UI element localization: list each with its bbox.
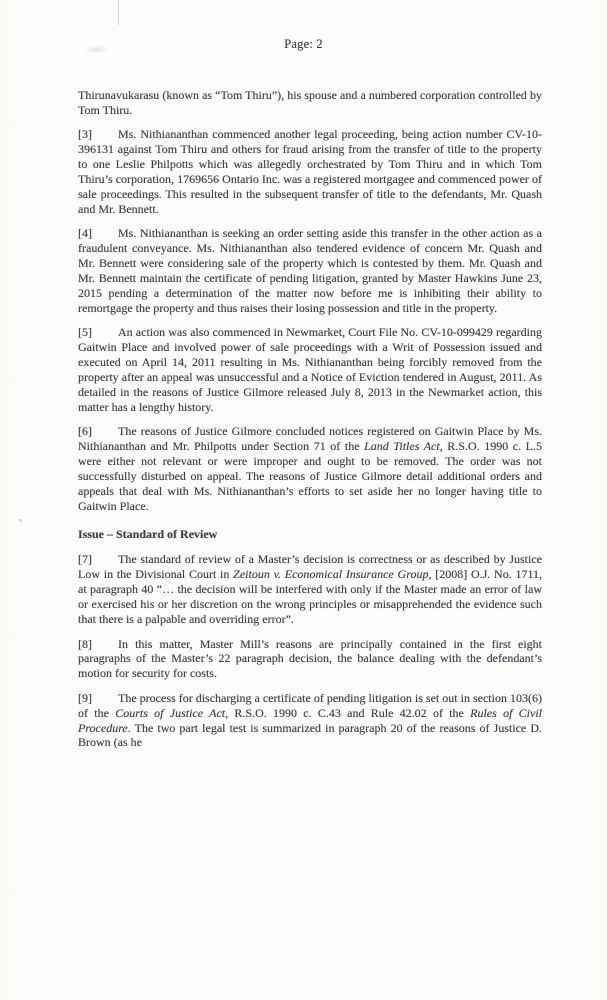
- paragraph-9: [78, 691, 542, 751]
- paragraph-text: An action was also commenced in Newmarket, Court File No. CV-10-099429 regarding Gaitwin Place and involved power of sale proceedings with a Writ of Possession issued and executed on April 14, 2011 resulting in Ms. Nithiananthan being forcibly removed from the property after an appeal was unsuccessful and a Notice of Eviction tendered in August, 2011. As detailed in the reasons of Justice Gilmore released July 8, 2013 in the Newmarket action, this matter has a lengthy history.: [78, 325, 542, 414]
- paragraph-number: [9]: [78, 690, 92, 705]
- paragraph-number: [6]: [78, 424, 92, 439]
- paragraph-number: [8]: [78, 636, 92, 651]
- continuation-paragraph: [78, 88, 542, 118]
- paragraph-6: [78, 424, 542, 513]
- paragraph-7: [78, 552, 542, 627]
- paragraph-5: [78, 325, 542, 414]
- scan-artifact-line: [118, 0, 119, 25]
- paragraph-text: Thirunavukarasu (known as “Tom Thiru”), his spouse and a numbered corporation controlled by Tom Thiru.: [78, 88, 542, 117]
- paragraph-number: [3]: [78, 127, 92, 142]
- paragraph-text: Ms. Nithiananthan commenced another legal proceeding, being action number CV-10-396131 against Tom Thiru and others for fraud arising from the transfer of title to the property to one Leslie Philpotts which was allegedly orchestrated by Tom Thiru and in which Tom Thiru’s corporation, 1769656 Ontario Inc. was a registered mortgagee and commenced power of sale proceedings. This resulted in the subsequent transfer of title to the defendants, Mr. Quash and Mr. Bennett.: [78, 127, 542, 216]
- paragraph-text: The reasons of Justice Gilmore concluded notices registered on Gaitwin Place by Ms. Nithiananthan and Mr. Philpotts under Section 71 of the Land Titles Act, R.S.O. 1990 c. L.5 were either not relevant or were improper and ought to be removed. The order was not successfully disturbed on appeal. The reasons of Justice Gilmore detail additional orders and appeals that deal with Ms. Nithiananthan’s efforts to set aside her no longer having title to Gaitwin Place.: [78, 424, 543, 513]
- section-heading-standard-of-review: Issue – Standard of Review: [78, 526, 218, 541]
- scan-artifact-speck: [19, 519, 22, 522]
- paragraph-3: [78, 127, 542, 216]
- paragraph-number: [4]: [78, 226, 92, 241]
- paragraph-8: [78, 637, 542, 682]
- paragraph-4: [78, 226, 542, 315]
- document-body: [78, 88, 542, 760]
- page-number-header: Page: 2: [284, 37, 323, 51]
- paragraph-text: The standard of review of a Master’s decision is correctness or as described by Justice Low in the Divisional Court in Zeitoun v. Economical Insurance Group, [2008] O.J. No. 1711, at paragraph 40 “… the decision will be interfered with only if the Master made an error of law or exercised his or her discretion on the wrong principles or misapprehended the evidence such that there is a palpable and overriding error”.: [78, 552, 542, 627]
- paragraph-text: The process for discharging a certificate of pending litigation is set out in section 103(6) of the Courts of Justice Act, R.S.O. 1990 c. C.43 and Rule 42.02 of the Rules of Civil Procedure. The two part legal test is summarized in paragraph 20 of the reasons of Justice D. Brown (as he: [78, 690, 543, 750]
- paragraph-number: [7]: [78, 552, 92, 567]
- paragraph-text: Ms. Nithiananthan is seeking an order setting aside this transfer in the other action as a fraudulent conveyance. Ms. Nithiananthan also tendered evidence of concern Mr. Quash and Mr. Bennett were considering sale of the property which is contested by them. Mr. Quash and Mr. Bennett maintain the certificate of pending litigation, granted by Master Hawkins June 23, 2015 pending a determination of the matter now before me is inhibiting their ability to remortgage the property and thus raises their losing possession and title in the property.: [78, 226, 542, 315]
- paragraph-number: [5]: [78, 325, 92, 340]
- paragraph-text: In this matter, Master Mill’s reasons are principally contained in the first eight paragraphs of the Master’s 22 paragraph decision, the balance dealing with the defendant’s motion for security for costs.: [78, 636, 542, 681]
